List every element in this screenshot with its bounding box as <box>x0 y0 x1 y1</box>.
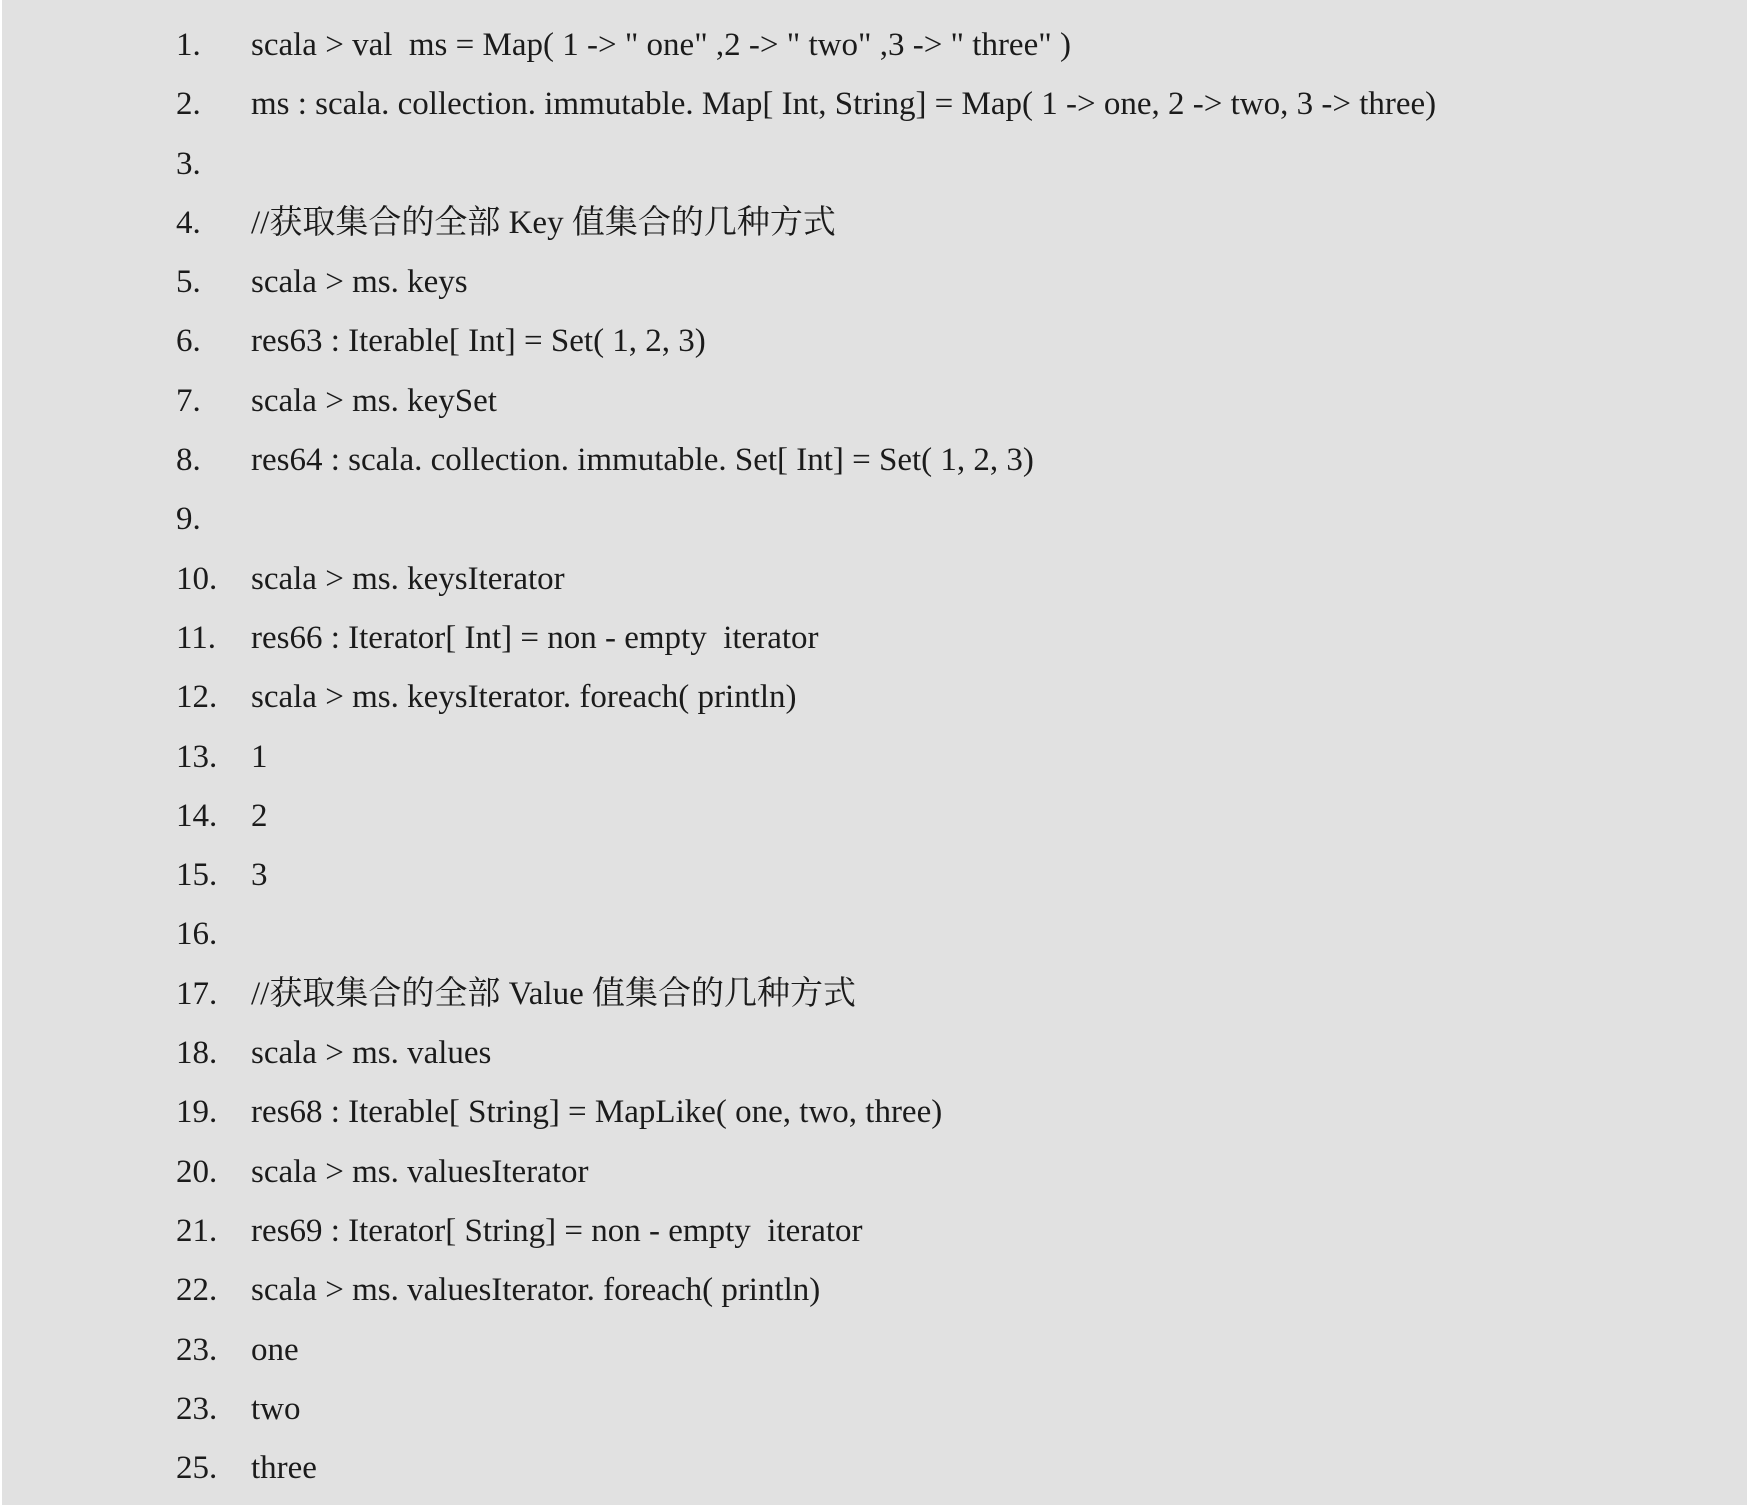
code-line <box>2 1261 1747 1320</box>
line-number: 15. <box>176 857 218 894</box>
code-line <box>2 490 1747 549</box>
line-number: 9. <box>176 501 201 538</box>
line-number: 22. <box>176 1272 218 1309</box>
line-text: three <box>251 1450 317 1487</box>
line-number: 16. <box>176 916 218 953</box>
code-line <box>2 1321 1747 1380</box>
line-text: 3 <box>251 857 268 894</box>
code-line <box>2 1202 1747 1261</box>
code-line <box>2 135 1747 194</box>
code-line <box>2 16 1747 75</box>
code-listing-panel <box>2 0 1747 1505</box>
line-text: 2 <box>251 797 268 834</box>
line-text: scala > ms. keys <box>251 264 468 301</box>
code-line <box>2 609 1747 668</box>
line-number: 2. <box>176 86 201 123</box>
line-text: ms : scala. collection. immutable. Map[ Int, String] = Map( 1 -> one, 2 -> two, 3 -> three) <box>251 86 1437 123</box>
line-number: 10. <box>176 560 218 597</box>
line-text: scala > ms. values <box>251 1035 492 1072</box>
code-line <box>2 846 1747 905</box>
code-line <box>2 312 1747 371</box>
line-number: 1. <box>176 27 201 63</box>
line-number: 25. <box>176 1450 218 1487</box>
line-number: 7. <box>176 382 201 419</box>
code-line <box>2 253 1747 312</box>
line-number: 18. <box>176 1035 218 1072</box>
line-number: 11. <box>176 619 217 656</box>
line-number: 14. <box>176 797 218 834</box>
code-line <box>2 372 1747 431</box>
code-line <box>2 965 1747 1024</box>
code-line <box>2 1439 1747 1498</box>
line-text: one <box>251 1331 299 1368</box>
code-line <box>2 75 1747 134</box>
line-text: res64 : scala. collection. immutable. Set[ Int] = Set( 1, 2, 3) <box>251 442 1034 479</box>
line-number: 20. <box>176 1153 218 1190</box>
line-number: 12. <box>176 679 218 716</box>
line-text: 1 <box>251 738 268 775</box>
code-line <box>2 787 1747 846</box>
line-number: 3. <box>176 145 201 182</box>
code-line <box>2 728 1747 787</box>
line-text: res69 : Iterator[ String] = non - empty iterator <box>251 1212 863 1249</box>
comment-line-text: //获取集合的全部 Value 值集合的几种方式 <box>251 975 856 1012</box>
line-number: 23. <box>176 1331 218 1368</box>
line-number: 21. <box>176 1212 218 1249</box>
line-text: scala > ms. keySet <box>251 382 497 419</box>
code-line <box>2 1380 1747 1439</box>
line-text: scala > ms. keysIterator <box>251 560 565 597</box>
line-number: 19. <box>176 1094 218 1131</box>
code-line <box>2 1143 1747 1202</box>
line-text: res68 : Iterable[ String] = MapLike( one, two, three) <box>251 1094 943 1131</box>
code-line <box>2 1024 1747 1083</box>
line-number: 8. <box>176 442 201 479</box>
line-number: 13. <box>176 738 218 775</box>
code-line <box>2 194 1747 253</box>
line-text: scala > ms. valuesIterator <box>251 1153 589 1190</box>
line-text: res63 : Iterable[ Int] = Set( 1, 2, 3) <box>251 323 706 360</box>
line-number: 23. <box>176 1390 218 1427</box>
line-number: 4. <box>176 204 201 241</box>
code-line <box>2 550 1747 609</box>
code-line <box>2 431 1747 490</box>
line-text: scala > ms. keysIterator. foreach( println) <box>251 679 797 716</box>
comment-line-text: //获取集合的全部 Key 值集合的几种方式 <box>251 204 836 241</box>
code-line <box>2 905 1747 964</box>
line-number: 6. <box>176 323 201 360</box>
line-text: scala > ms. valuesIterator. foreach( println) <box>251 1272 821 1309</box>
line-number: 5. <box>176 264 201 301</box>
code-line <box>2 1083 1747 1142</box>
line-text: scala > val ms = Map( 1 -> " one" ,2 -> " two" ,3 -> " three" ) <box>251 27 1071 63</box>
line-text: two <box>251 1390 301 1427</box>
code-line <box>2 668 1747 727</box>
line-text: res66 : Iterator[ Int] = non - empty iterator <box>251 619 819 656</box>
line-number: 17. <box>176 975 218 1012</box>
